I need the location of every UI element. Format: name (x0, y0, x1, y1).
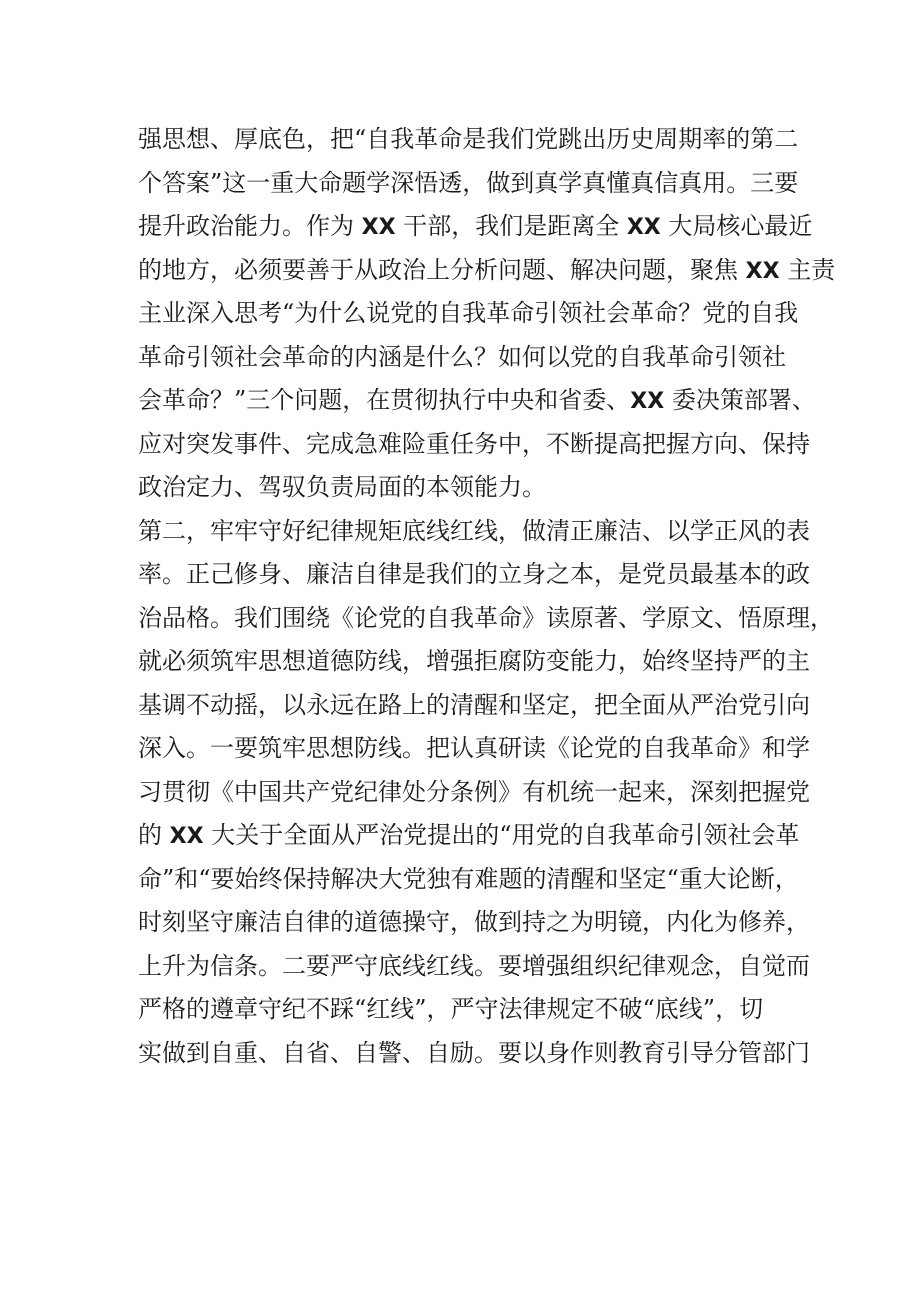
text-line (138, 292, 838, 336)
text-line (138, 162, 838, 206)
text-line (138, 205, 838, 249)
text-segment: 大关于全面从严治党提出的“用党的自我革命引领社会革 (203, 821, 800, 849)
text-line (138, 771, 838, 815)
text-segment: 基调不动摇，以永远在路上的清醒和坚定，把全面从严治党引向 (138, 690, 810, 719)
text-line (138, 901, 838, 945)
placeholder-token: XX (361, 215, 396, 240)
text-segment: 主业深入思考“为什么说党的自我革命引领社会革命？党的自我 (138, 299, 799, 327)
text-line (138, 988, 838, 1032)
placeholder-token: XX (626, 215, 661, 240)
text-segment: 干部，我们是距离全 (395, 212, 627, 240)
text-line (138, 510, 838, 554)
text-line (138, 814, 838, 858)
text-line (138, 727, 838, 771)
text-segment: 革命引领社会革命的内涵是什么？如何以党的自我革命引领社 (138, 342, 786, 371)
text-segment: 主责 (779, 255, 836, 284)
text-segment: 的地方，必须要善于从政治上分析问题、解决问题，聚焦 (138, 255, 746, 284)
placeholder-token: XX (745, 258, 780, 284)
text-segment: 上升为信条。二要严守底线红线。要增强组织纪律观念，自觉而 (138, 951, 810, 980)
text-line (138, 1032, 838, 1076)
text-segment: 个答案”这一重大命题学深悟透，做到真学真懂真信真用。三要 (138, 168, 799, 197)
text-segment: 会革命？”三个问题，在贯彻执行中央和省委、 (138, 386, 631, 414)
text-segment: 时刻坚守廉洁自律的道德操守，做到持之为明镜，内化为修养， (138, 908, 810, 936)
text-line (138, 336, 838, 380)
text-segment: 习贯彻《中国共产党纪律处分条例》有机统一起来，深刻把握党 (138, 777, 810, 806)
text-segment: 委决策部署、 (664, 386, 816, 414)
text-segment: 大局核心最近 (660, 212, 813, 240)
text-segment: 命”和“要始终保持解决大党独有难题的清醒和坚定“重大论断， (138, 864, 799, 893)
text-segment: 政治定力、驾驭负责局面的本领能力。 (138, 473, 546, 501)
text-line (138, 945, 838, 989)
text-segment: 就必须筑牢思想道德防线，增强拒腐防变能力，始终坚持严的主 (138, 647, 810, 675)
text-line (138, 553, 838, 597)
text-segment: 严格的遵章守纪不踩“红线”，严守法律规定不破“底线”，切 (138, 995, 764, 1023)
text-line (138, 597, 838, 641)
text-segment: 强思想、厚底色，把“自我革命是我们党跳出历史周期率的第二 (138, 125, 799, 153)
text-line (138, 379, 838, 423)
text-segment: 深入。一要筑牢思想防线。把认真研读《论党的自我革命》和学 (138, 734, 810, 762)
placeholder-token: XX (630, 389, 665, 414)
text-line (138, 423, 838, 467)
text-segment: 率。正己修身、廉洁自律是我们的立身之本，是党员最基本的政 (138, 560, 810, 588)
text-line (138, 858, 838, 902)
text-line (138, 118, 838, 162)
text-segment: 应对突发事件、完成急难险重任务中，不断提高把握方向、保持 (138, 429, 810, 458)
text-segment: 第二，牢牢守好纪律规矩底线红线，做清正廉洁、以学正风的表 (138, 516, 810, 545)
text-segment: 治品格。我们围绕《论党的自我革命》读原著、学原文、悟原理， (138, 603, 834, 632)
text-line (138, 466, 838, 510)
text-segment: 的 (138, 821, 170, 849)
text-segment: 提升政治能力。作为 (138, 212, 362, 240)
text-line (138, 684, 838, 728)
body-text (138, 118, 838, 1075)
placeholder-token: XX (169, 824, 204, 849)
text-segment: 实做到自重、自省、自警、自励。要以身作则教育引导分管部门 (138, 1038, 810, 1067)
text-line (138, 640, 838, 684)
text-line (138, 249, 838, 293)
